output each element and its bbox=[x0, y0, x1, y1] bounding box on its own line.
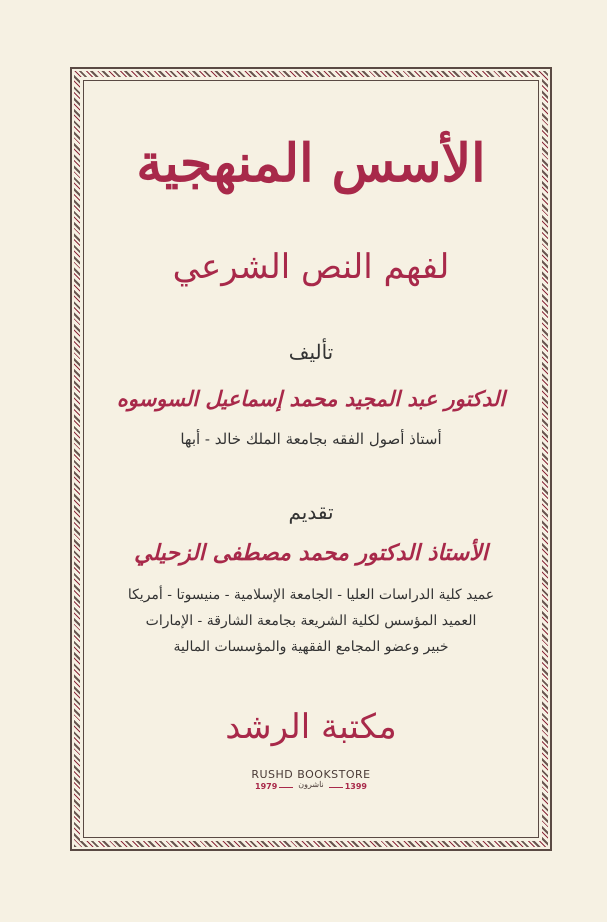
author-label: تأليف bbox=[288, 340, 334, 364]
author-position: أستاذ أصول الفقه بجامعة الملك خالد - أبها bbox=[180, 430, 442, 448]
publisher-year-gregorian: 1979 bbox=[255, 782, 278, 791]
book-subtitle: لفهم النص الشرعي bbox=[172, 247, 450, 287]
book-title: الأسس المنهجية bbox=[136, 133, 486, 194]
publisher-rule-right bbox=[329, 787, 343, 788]
publisher-name-english: RUSHD BOOKSTORE bbox=[251, 768, 371, 781]
publisher-logo-arabic: مكتبة الرشد bbox=[225, 707, 397, 747]
title-page-content bbox=[83, 80, 539, 838]
introducer-position-1: عميد كلية الدراسات العليا - الجامعة الإسلامية - منيسوتا - أمريكا bbox=[127, 587, 495, 603]
publisher-year-hijri: 1399 bbox=[344, 782, 367, 791]
author-name: الدكتور عبد المجيد محمد إسماعيل السوسوه bbox=[116, 386, 506, 411]
introducer-position-3: خبير وعضو المجامع الفقهية والمؤسسات المالية bbox=[173, 639, 449, 655]
introducer-position-2: العميد المؤسس لكلية الشريعة بجامعة الشارقة - الإمارات bbox=[145, 613, 477, 629]
publisher-subtitle: ناشرون bbox=[298, 780, 324, 789]
publisher-years bbox=[255, 780, 367, 794]
introducer-name: الأستاذ الدكتور محمد مصطفى الزحيلي bbox=[134, 540, 488, 566]
introduction-label: تقديم bbox=[288, 500, 334, 524]
